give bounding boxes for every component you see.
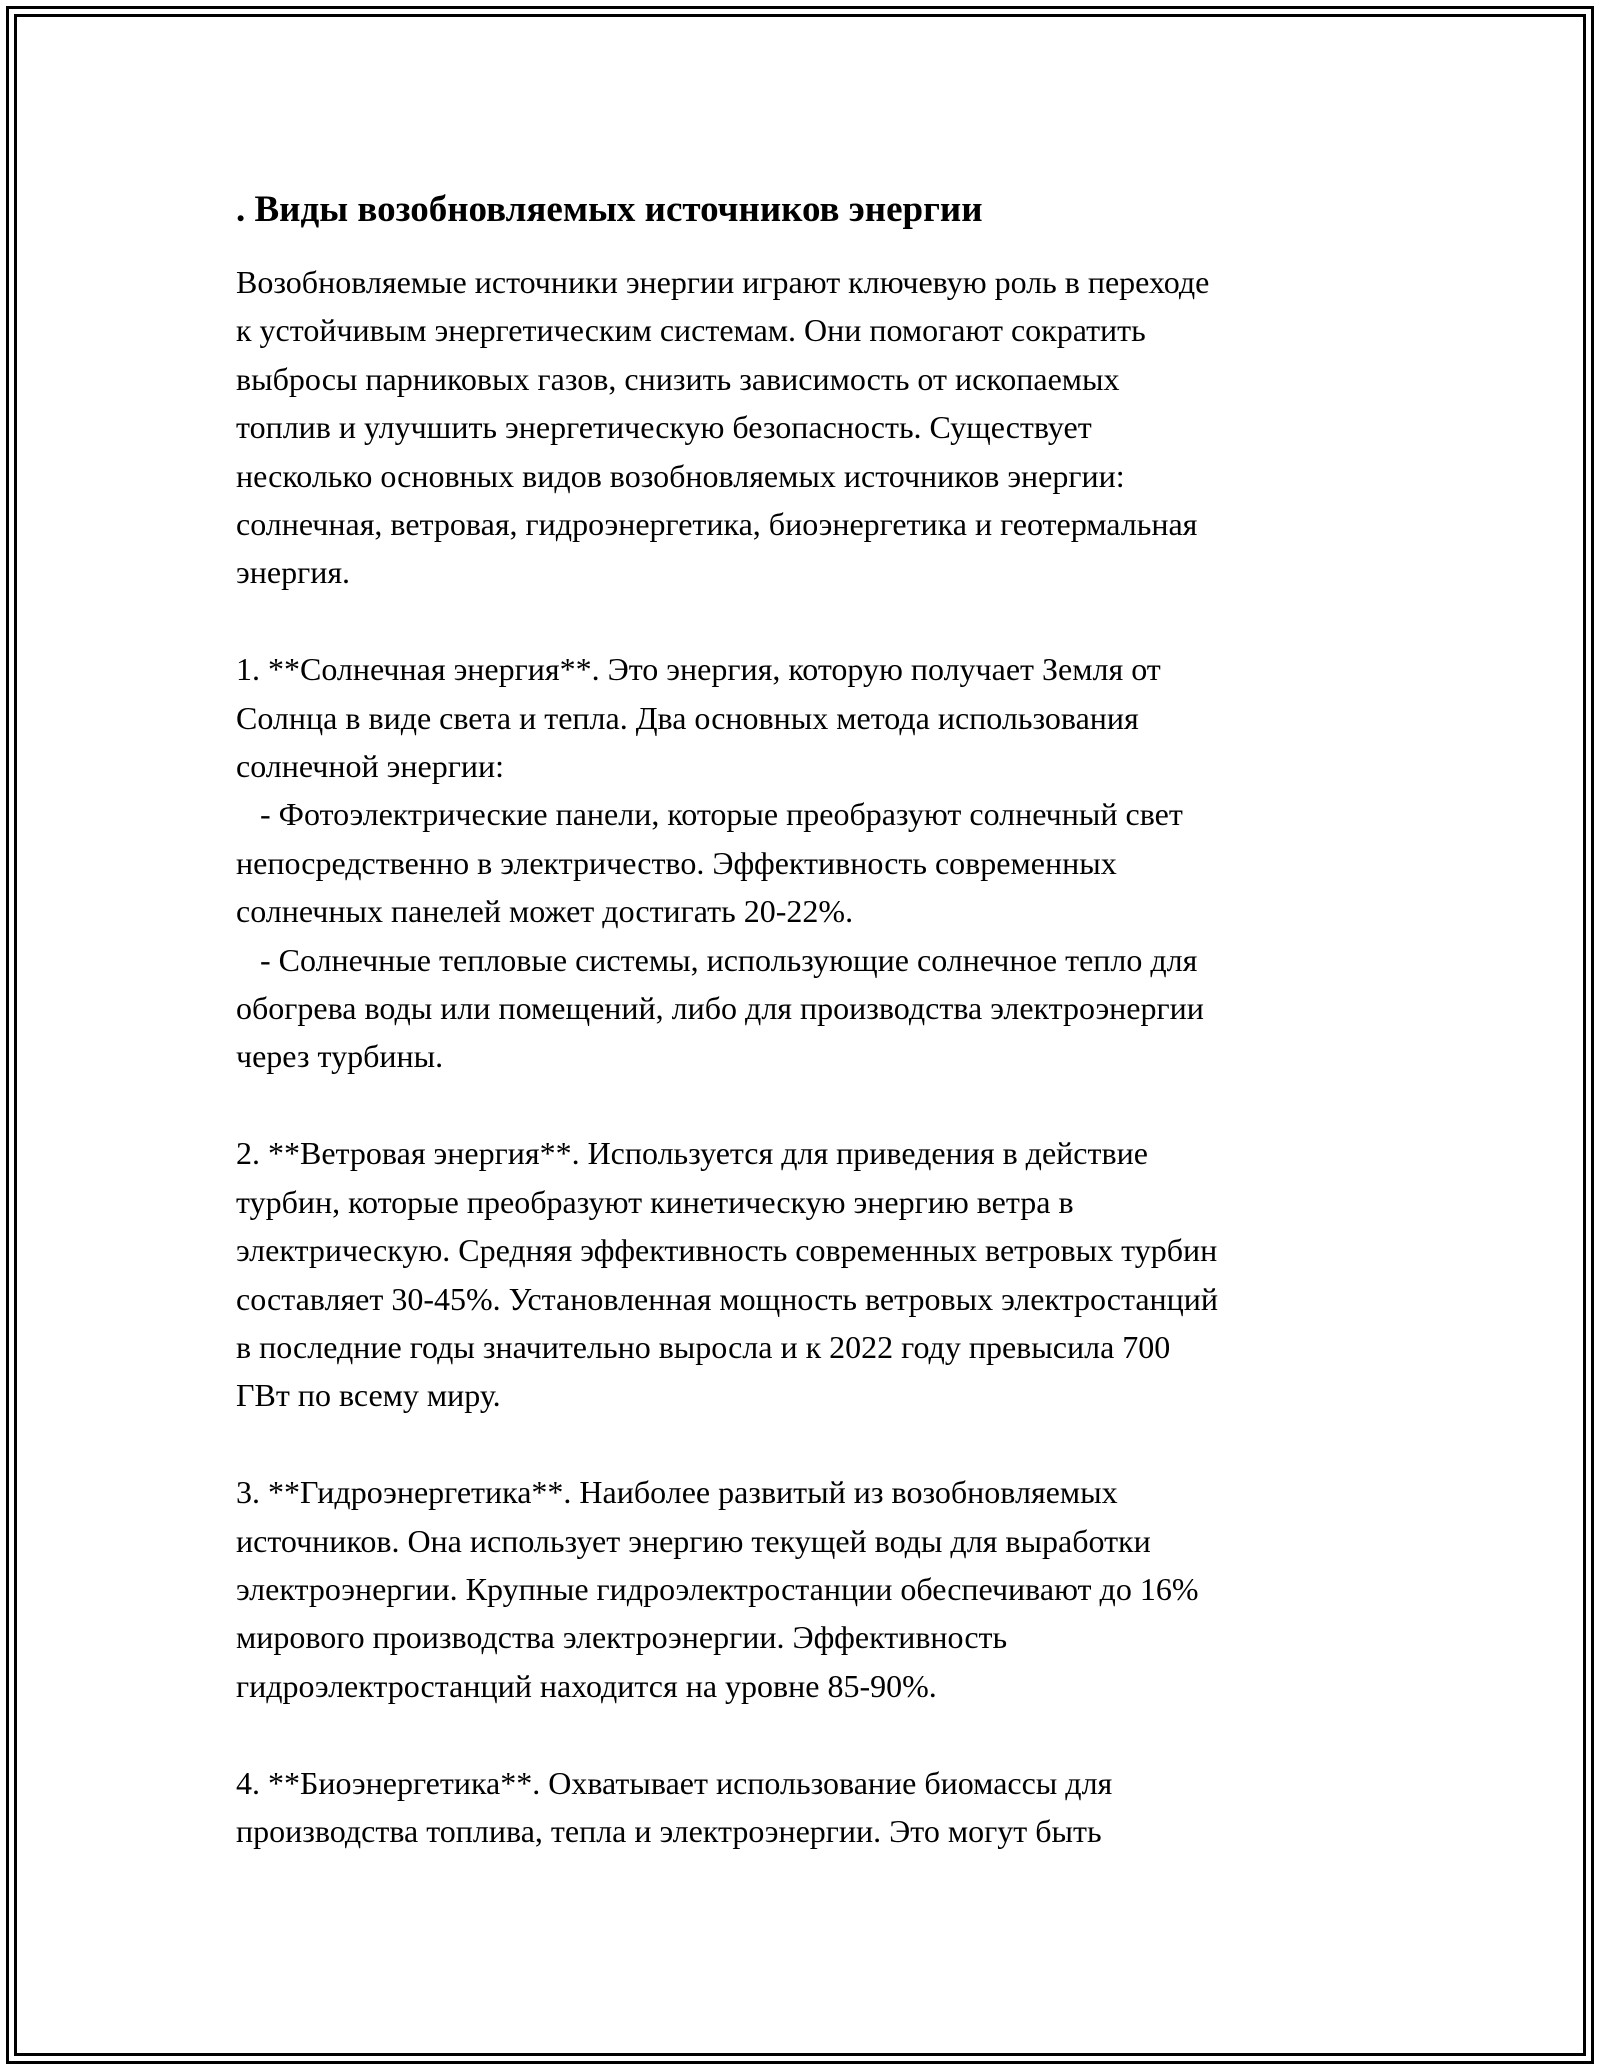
paragraph-intro — [236, 258, 1376, 597]
text-line: обогрева воды или помещений, либо для производства электроэнергии — [236, 990, 1204, 1027]
text-line: солнечной энергии: — [236, 748, 504, 785]
text-line: - Солнечные тепловые системы, использующие солнечное тепло для — [236, 941, 1198, 978]
text-line: турбин, которые преобразуют кинетическую энергию ветра в — [236, 1183, 1074, 1220]
text-line: составляет 30-45%. Установленная мощность ветровых электростанций — [236, 1280, 1219, 1317]
text-line: - Фотоэлектрические панели, которые преобразуют солнечный свет — [236, 796, 1183, 833]
text-line: топлив и улучшить энергетическую безопасность. Существует — [236, 409, 1092, 446]
paragraph-bio — [236, 1759, 1376, 1856]
text-line: солнечных панелей может достигать 20-22%. — [236, 893, 854, 930]
text-line: через турбины. — [236, 1038, 444, 1075]
paragraph-solar — [236, 645, 1376, 1081]
text-line: мирового производства электроэнергии. Эффективность — [236, 1619, 1008, 1656]
paragraph-wind — [236, 1129, 1376, 1419]
text-line: 1. **Солнечная энергия**. Это энергия, которую получает Земля от — [236, 651, 1161, 688]
text-line: в последние годы значительно выросла и к 2022 году превысила 700 — [236, 1328, 1171, 1365]
text-line: несколько основных видов возобновляемых источников энергии: — [236, 457, 1125, 494]
text-line: 3. **Гидроэнергетика**. Наиболее развитый из возобновляемых — [236, 1474, 1118, 1511]
document-body — [236, 186, 1376, 1904]
text-line: выбросы парниковых газов, снизить зависимость от ископаемых — [236, 360, 1120, 397]
text-line: 2. **Ветровая энергия**. Используется для приведения в действие — [236, 1135, 1148, 1172]
text-line: солнечная, ветровая, гидроэнергетика, биоэнергетика и геотермальная — [236, 506, 1198, 543]
text-line: электроэнергии. Крупные гидроэлектростанции обеспечивают до 16% — [236, 1570, 1199, 1607]
text-line: производства топлива, тепла и электроэнергии. Это могут быть — [236, 1812, 1102, 1849]
section-heading: . Виды возобновляемых источников энергии — [236, 189, 983, 230]
text-line: источников. Она использует энергию текущей воды для выработки — [236, 1522, 1151, 1559]
text-line: ГВт по всему миру. — [236, 1377, 501, 1414]
text-line: электрическую. Средняя эффективность современных ветровых турбин — [236, 1232, 1218, 1269]
text-line: гидроэлектростанций находится на уровне 85-90%. — [236, 1667, 937, 1704]
text-line: Солнца в виде света и тепла. Два основных метода использования — [236, 699, 1139, 736]
text-line: энергия. — [236, 554, 351, 591]
paragraph-hydro — [236, 1468, 1376, 1710]
text-line: непосредственно в электричество. Эффективность современных — [236, 844, 1117, 881]
text-line: 4. **Биоэнергетика**. Охватывает использование биомассы для — [236, 1764, 1113, 1801]
text-line: к устойчивым энергетическим системам. Они помогают сократить — [236, 312, 1146, 349]
text-line: Возобновляемые источники энергии играют ключевую роль в переходе — [236, 264, 1210, 300]
